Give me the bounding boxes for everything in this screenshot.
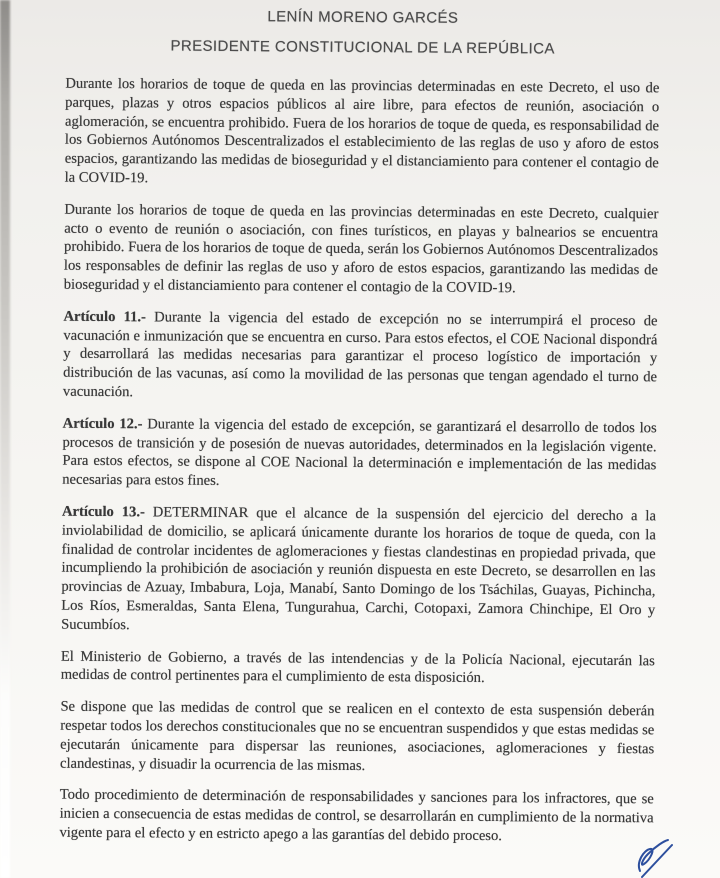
article-number-label: Artículo 12.- (62, 415, 143, 433)
document-paragraph (60, 698, 655, 778)
document-body (59, 75, 659, 847)
document-paragraph (61, 647, 655, 689)
paragraph-text: El Ministerio de Gobierno, a través de las intendencias y de la Policía Nacional, ejecutarán las medidas de control pertinentes para el cumplimiento de esta disposición. (60, 648, 655, 687)
document-paragraph (64, 200, 659, 299)
document-header (3, 6, 720, 59)
document-paragraph-article-12 (62, 414, 657, 494)
document-title: LENÍN MORENO GARCÉS (267, 8, 459, 27)
article-number-label: Artículo 11.- (63, 308, 147, 326)
article-number-label: Artículo 13.- (61, 503, 145, 521)
document-paragraph-article-11 (63, 307, 658, 406)
paragraph-text: DETERMINAR que el alcance de la suspensión del ejercicio del derecho a la inviolabilidad de domicilio, se aplicará únicamente durante los horarios de toque de queda, con la finalidad de controlar incidentes de aglomeraciones y fiestas clandestinas en propiedad privada, que incumpliendo la prohibición de asociación y reunión dispuesta en este Decreto, se desarrollen en las provincias de Azuay, Imbabura, Loja, Manabí, Santo Domingo de los Tsáchilas, Guayas, Pichincha, Los Ríos, Esmeraldas, Santa Elena, Tungurahua, Carchi, Cotopaxi, Zamora Chinchipe, El Oro y Sucumbíos. (61, 504, 657, 633)
document-subtitle: PRESIDENTE CONSTITUCIONAL DE LA REPÚBLICA (170, 37, 555, 58)
paragraph-text: Durante la vigencia del estado de excepción no se interrumpirá el proceso de vacunación e inmunización que se encuentra en curso. Para estos efectos, el COE Nacional dispondrá y desarrollará las medidas necesarias para garantizar el proceso logístico de importación y distribución de las vacunas, así como la movilidad de las personas que tengan agendado el turno de vacunación. (62, 309, 658, 401)
paragraph-text: Durante los horarios de toque de queda en las provincias determinadas en este Decreto, el uso de parques, plazas y otros espacios públicos al aire libre, para efectos de reunión, asociación o aglomeración, se encuentra prohibido. Fuera de los horarios de toque de queda, es responsabilidad de los Gobiernos Autónomos Descentralizados el establecimiento de las reglas de uso y aforo de estos espacios, garantizando las medidas de bioseguridad y el distanciamiento para contener el contagio de la COVID-19. (64, 75, 660, 187)
paragraph-text: Todo procedimiento de determinación de responsabilidades y sanciones para los infractores, que se inicien a consecuencia de estas medidas de control, se desarrollarán en cumplimiento de la normativa vigente para el efecto y en estricto apego a las garantías del debido proceso. (59, 786, 654, 845)
document-paragraph-article-13 (61, 503, 656, 639)
signature-initials-mark (632, 838, 678, 878)
document-paragraph (65, 75, 660, 192)
paragraph-text: Se dispone que las medidas de control que se realicen en el contexto de esta suspensión deberán respetar todos los derechos constitucionales que no se encuentran suspendidos y que estas medidas se ejecutarán únicamente para dispersar las reuniones, asociaciones, aglomeraciones y fiestas clandestinas, y disuadir la ocurrencia de las mismas. (59, 698, 655, 774)
paragraph-text: Durante la vigencia del estado de excepción, se garantizará el desarrollo de todos los procesos de transición y de posesión de nuevas autoridades, determinados en la legislación vigente. Para estos efectos, se dispone al COE Nacional la determinación e implementación de las medidas necesarias para estos fines. (62, 416, 657, 490)
document-paragraph (59, 786, 653, 847)
paragraph-text: Durante los horarios de toque de queda en las provincias determinadas en este Decreto, cualquier acto o evento de reunión o asociación, con fines turísticos, en playas y balnearios se encuentra prohibido. Fuera de los horarios de toque de queda, serán los Gobiernos Autónomos Descentralizados los responsables de definir las reglas de uso y aforo de estos espacios, garantizando las medidas de bioseguridad y el distanciamiento para contener el contagio de la COVID-19. (63, 201, 659, 297)
